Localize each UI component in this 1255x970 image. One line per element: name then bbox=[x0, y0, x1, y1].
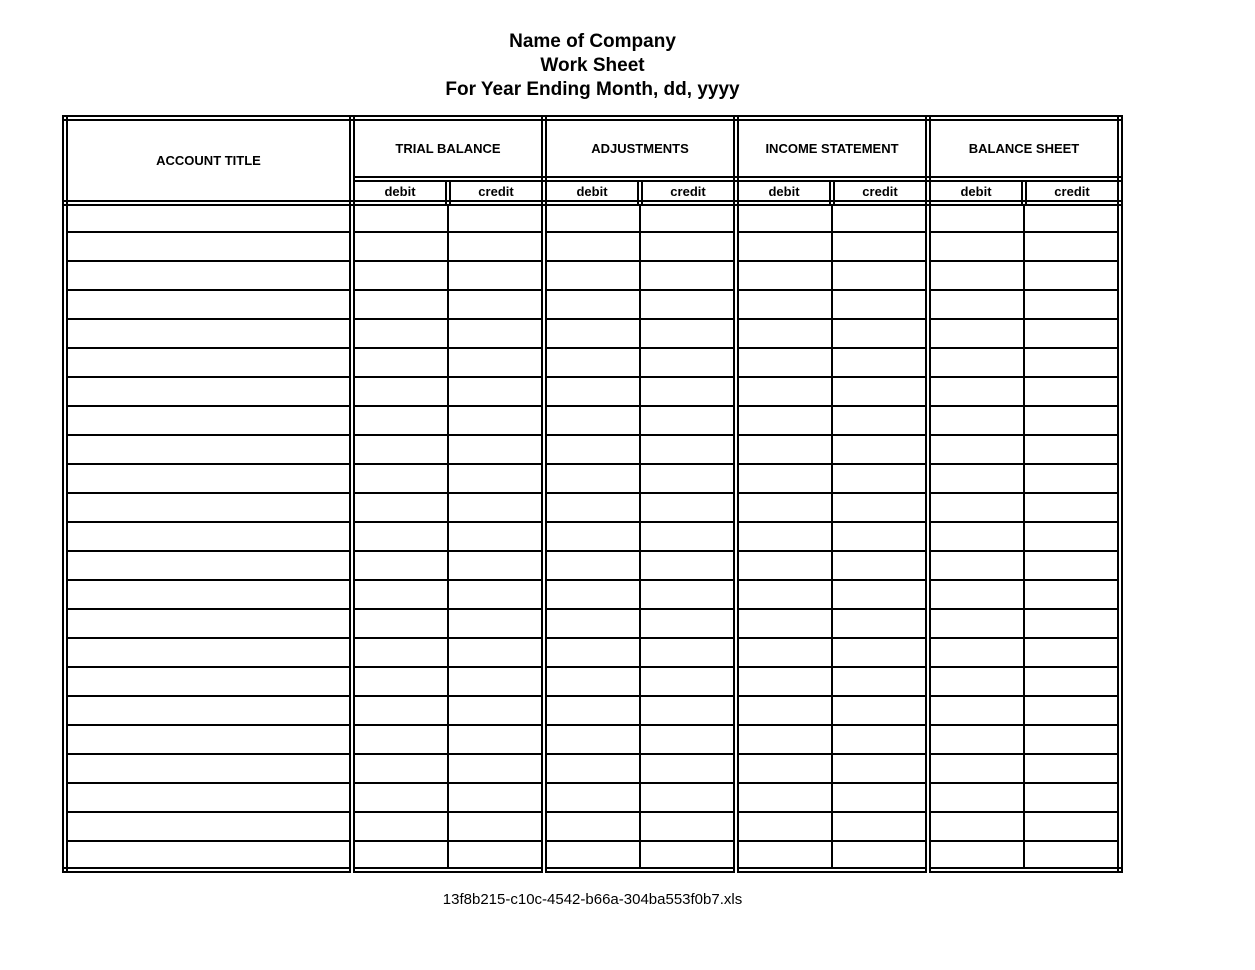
debit-cell bbox=[736, 493, 832, 522]
debit-cell bbox=[352, 319, 448, 348]
debit-cell bbox=[352, 435, 448, 464]
table-row bbox=[65, 377, 1120, 406]
table-row bbox=[65, 348, 1120, 377]
credit-cell bbox=[448, 319, 544, 348]
credit-cell bbox=[1024, 290, 1120, 319]
group-header-balance-sheet: BALANCE SHEET bbox=[928, 118, 1120, 179]
credit-cell bbox=[832, 377, 928, 406]
account-title-cell bbox=[65, 667, 352, 696]
account-title-cell bbox=[65, 812, 352, 841]
credit-cell bbox=[1024, 377, 1120, 406]
debit-cell bbox=[544, 232, 640, 261]
debit-cell bbox=[928, 232, 1024, 261]
debit-cell bbox=[736, 638, 832, 667]
credit-cell bbox=[1024, 522, 1120, 551]
subheader-trial-balance-debit: debit bbox=[352, 179, 448, 203]
debit-cell bbox=[928, 290, 1024, 319]
debit-cell bbox=[928, 609, 1024, 638]
credit-cell bbox=[448, 841, 544, 870]
credit-cell bbox=[640, 435, 736, 464]
credit-cell bbox=[832, 841, 928, 870]
credit-cell bbox=[640, 203, 736, 232]
credit-cell bbox=[640, 609, 736, 638]
debit-cell bbox=[736, 319, 832, 348]
debit-cell bbox=[544, 754, 640, 783]
credit-cell bbox=[640, 261, 736, 290]
debit-cell bbox=[736, 232, 832, 261]
credit-cell bbox=[640, 348, 736, 377]
credit-cell bbox=[832, 580, 928, 609]
debit-cell bbox=[928, 261, 1024, 290]
credit-cell bbox=[832, 522, 928, 551]
subheader-adjustments-debit: debit bbox=[544, 179, 640, 203]
debit-cell bbox=[736, 203, 832, 232]
credit-cell bbox=[1024, 551, 1120, 580]
debit-cell bbox=[736, 696, 832, 725]
credit-cell bbox=[832, 551, 928, 580]
group-header-row bbox=[65, 118, 1120, 179]
credit-cell bbox=[1024, 609, 1120, 638]
credit-cell bbox=[640, 551, 736, 580]
credit-cell bbox=[640, 406, 736, 435]
credit-cell bbox=[1024, 348, 1120, 377]
credit-cell bbox=[1024, 725, 1120, 754]
table-row bbox=[65, 754, 1120, 783]
credit-cell bbox=[640, 667, 736, 696]
debit-cell bbox=[352, 203, 448, 232]
account-title-cell bbox=[65, 348, 352, 377]
debit-cell bbox=[352, 406, 448, 435]
credit-cell bbox=[448, 783, 544, 812]
table-row bbox=[65, 261, 1120, 290]
account-title-cell bbox=[65, 406, 352, 435]
table-row bbox=[65, 232, 1120, 261]
credit-cell bbox=[832, 290, 928, 319]
file-name-caption: 13f8b215-c10c-4542-b66a-304ba553f0b7.xls bbox=[442, 891, 743, 908]
debit-cell bbox=[736, 841, 832, 870]
credit-cell bbox=[640, 290, 736, 319]
credit-cell bbox=[1024, 232, 1120, 261]
credit-cell bbox=[448, 232, 544, 261]
credit-cell bbox=[832, 348, 928, 377]
debit-cell bbox=[352, 377, 448, 406]
subheader-income-statement-credit: credit bbox=[832, 179, 928, 203]
credit-cell bbox=[1024, 435, 1120, 464]
credit-cell bbox=[832, 812, 928, 841]
account-title-cell bbox=[65, 580, 352, 609]
credit-cell bbox=[832, 203, 928, 232]
debit-cell bbox=[352, 754, 448, 783]
table-row bbox=[65, 435, 1120, 464]
credit-cell bbox=[832, 696, 928, 725]
worksheet-title: Work Sheet bbox=[540, 55, 645, 76]
debit-cell bbox=[352, 232, 448, 261]
debit-cell bbox=[352, 464, 448, 493]
credit-cell bbox=[640, 377, 736, 406]
account-title-cell bbox=[65, 290, 352, 319]
debit-cell bbox=[928, 377, 1024, 406]
debit-cell bbox=[736, 551, 832, 580]
account-title-cell bbox=[65, 435, 352, 464]
debit-cell bbox=[352, 783, 448, 812]
table-row bbox=[65, 464, 1120, 493]
group-header-adjustments: ADJUSTMENTS bbox=[544, 118, 736, 179]
debit-cell bbox=[544, 812, 640, 841]
credit-cell bbox=[640, 754, 736, 783]
debit-cell bbox=[928, 203, 1024, 232]
credit-cell bbox=[640, 493, 736, 522]
credit-cell bbox=[640, 232, 736, 261]
debit-cell bbox=[928, 638, 1024, 667]
account-title-cell bbox=[65, 609, 352, 638]
credit-cell bbox=[1024, 696, 1120, 725]
account-title-header: ACCOUNT TITLE bbox=[65, 118, 352, 203]
credit-cell bbox=[832, 261, 928, 290]
group-header-income-statement: INCOME STATEMENT bbox=[736, 118, 928, 179]
debit-cell bbox=[736, 406, 832, 435]
account-title-cell bbox=[65, 522, 352, 551]
account-title-cell bbox=[65, 638, 352, 667]
credit-cell bbox=[832, 754, 928, 783]
credit-cell bbox=[832, 783, 928, 812]
debit-cell bbox=[736, 377, 832, 406]
debit-cell bbox=[736, 783, 832, 812]
debit-cell bbox=[352, 696, 448, 725]
credit-cell bbox=[640, 841, 736, 870]
credit-cell bbox=[640, 783, 736, 812]
debit-cell bbox=[352, 348, 448, 377]
debit-cell bbox=[736, 348, 832, 377]
credit-cell bbox=[448, 348, 544, 377]
title-block bbox=[62, 30, 1123, 102]
debit-cell bbox=[544, 348, 640, 377]
credit-cell bbox=[448, 464, 544, 493]
debit-cell bbox=[544, 319, 640, 348]
account-title-cell bbox=[65, 261, 352, 290]
debit-cell bbox=[544, 261, 640, 290]
account-title-cell bbox=[65, 841, 352, 870]
debit-cell bbox=[928, 406, 1024, 435]
credit-cell bbox=[1024, 406, 1120, 435]
debit-cell bbox=[352, 667, 448, 696]
table-row bbox=[65, 696, 1120, 725]
debit-cell bbox=[736, 725, 832, 754]
debit-cell bbox=[544, 522, 640, 551]
credit-cell bbox=[640, 638, 736, 667]
credit-cell bbox=[640, 812, 736, 841]
worksheet-table bbox=[62, 115, 1123, 873]
credit-cell bbox=[1024, 638, 1120, 667]
credit-cell bbox=[448, 290, 544, 319]
table-row bbox=[65, 725, 1120, 754]
debit-cell bbox=[352, 812, 448, 841]
debit-cell bbox=[928, 551, 1024, 580]
credit-cell bbox=[832, 319, 928, 348]
debit-cell bbox=[544, 290, 640, 319]
credit-cell bbox=[448, 667, 544, 696]
credit-cell bbox=[1024, 783, 1120, 812]
credit-cell bbox=[832, 435, 928, 464]
credit-cell bbox=[832, 493, 928, 522]
debit-cell bbox=[928, 725, 1024, 754]
table-row bbox=[65, 290, 1120, 319]
credit-cell bbox=[640, 319, 736, 348]
table-row bbox=[65, 406, 1120, 435]
subheader-trial-balance-credit: credit bbox=[448, 179, 544, 203]
debit-cell bbox=[352, 290, 448, 319]
table-row bbox=[65, 812, 1120, 841]
account-title-cell bbox=[65, 783, 352, 812]
table-row bbox=[65, 609, 1120, 638]
credit-cell bbox=[832, 725, 928, 754]
credit-cell bbox=[448, 435, 544, 464]
debit-cell bbox=[544, 725, 640, 754]
debit-cell bbox=[928, 841, 1024, 870]
credit-cell bbox=[1024, 841, 1120, 870]
table-row bbox=[65, 319, 1120, 348]
credit-cell bbox=[448, 261, 544, 290]
account-title-cell bbox=[65, 725, 352, 754]
company-name-title: Name of Company bbox=[509, 31, 676, 52]
debit-cell bbox=[736, 290, 832, 319]
credit-cell bbox=[640, 696, 736, 725]
credit-cell bbox=[832, 667, 928, 696]
debit-cell bbox=[736, 435, 832, 464]
table-row bbox=[65, 551, 1120, 580]
account-title-cell bbox=[65, 203, 352, 232]
table-row bbox=[65, 580, 1120, 609]
debit-cell bbox=[544, 464, 640, 493]
subheader-balance-sheet-debit: debit bbox=[928, 179, 1024, 203]
credit-cell bbox=[448, 725, 544, 754]
debit-cell bbox=[928, 319, 1024, 348]
credit-cell bbox=[1024, 464, 1120, 493]
credit-cell bbox=[448, 551, 544, 580]
credit-cell bbox=[832, 232, 928, 261]
debit-cell bbox=[352, 609, 448, 638]
account-title-cell bbox=[65, 551, 352, 580]
debit-cell bbox=[736, 261, 832, 290]
credit-cell bbox=[640, 522, 736, 551]
debit-cell bbox=[736, 667, 832, 696]
credit-cell bbox=[448, 377, 544, 406]
credit-cell bbox=[1024, 754, 1120, 783]
credit-cell bbox=[448, 493, 544, 522]
credit-cell bbox=[448, 696, 544, 725]
credit-cell bbox=[832, 406, 928, 435]
debit-cell bbox=[928, 348, 1024, 377]
credit-cell bbox=[640, 725, 736, 754]
debit-cell bbox=[544, 493, 640, 522]
account-title-cell bbox=[65, 319, 352, 348]
credit-cell bbox=[832, 464, 928, 493]
account-title-cell bbox=[65, 377, 352, 406]
debit-cell bbox=[544, 841, 640, 870]
debit-cell bbox=[544, 638, 640, 667]
debit-cell bbox=[736, 754, 832, 783]
debit-cell bbox=[544, 377, 640, 406]
debit-cell bbox=[928, 696, 1024, 725]
debit-cell bbox=[352, 261, 448, 290]
table-row bbox=[65, 841, 1120, 870]
worksheet-table-header bbox=[65, 118, 1120, 203]
debit-cell bbox=[736, 609, 832, 638]
debit-cell bbox=[352, 580, 448, 609]
debit-cell bbox=[352, 841, 448, 870]
account-title-cell bbox=[65, 493, 352, 522]
table-row bbox=[65, 638, 1120, 667]
credit-cell bbox=[448, 609, 544, 638]
account-title-cell bbox=[65, 696, 352, 725]
credit-cell bbox=[1024, 812, 1120, 841]
debit-cell bbox=[544, 551, 640, 580]
credit-cell bbox=[448, 754, 544, 783]
debit-cell bbox=[928, 493, 1024, 522]
group-header-trial-balance: TRIAL BALANCE bbox=[352, 118, 544, 179]
debit-cell bbox=[544, 667, 640, 696]
table-row bbox=[65, 203, 1120, 232]
debit-cell bbox=[736, 580, 832, 609]
debit-cell bbox=[544, 696, 640, 725]
table-row bbox=[65, 522, 1120, 551]
worksheet-table-body bbox=[65, 203, 1120, 870]
debit-cell bbox=[352, 493, 448, 522]
account-title-cell bbox=[65, 464, 352, 493]
credit-cell bbox=[448, 406, 544, 435]
credit-cell bbox=[1024, 203, 1120, 232]
debit-cell bbox=[928, 522, 1024, 551]
debit-cell bbox=[928, 435, 1024, 464]
account-title-cell bbox=[65, 754, 352, 783]
credit-cell bbox=[1024, 319, 1120, 348]
table-row bbox=[65, 667, 1120, 696]
debit-cell bbox=[352, 522, 448, 551]
credit-cell bbox=[1024, 580, 1120, 609]
debit-cell bbox=[352, 725, 448, 754]
subheader-income-statement-debit: debit bbox=[736, 179, 832, 203]
debit-cell bbox=[928, 464, 1024, 493]
table-row bbox=[65, 493, 1120, 522]
debit-cell bbox=[928, 754, 1024, 783]
debit-cell bbox=[736, 812, 832, 841]
credit-cell bbox=[1024, 261, 1120, 290]
credit-cell bbox=[448, 522, 544, 551]
credit-cell bbox=[448, 203, 544, 232]
debit-cell bbox=[544, 580, 640, 609]
debit-cell bbox=[544, 203, 640, 232]
credit-cell bbox=[832, 609, 928, 638]
account-title-cell bbox=[65, 232, 352, 261]
credit-cell bbox=[832, 638, 928, 667]
credit-cell bbox=[1024, 493, 1120, 522]
credit-cell bbox=[448, 812, 544, 841]
debit-cell bbox=[352, 638, 448, 667]
debit-cell bbox=[736, 522, 832, 551]
subheader-adjustments-credit: credit bbox=[640, 179, 736, 203]
debit-cell bbox=[928, 667, 1024, 696]
debit-cell bbox=[352, 551, 448, 580]
debit-cell bbox=[928, 812, 1024, 841]
debit-cell bbox=[544, 609, 640, 638]
table-row bbox=[65, 783, 1120, 812]
credit-cell bbox=[640, 464, 736, 493]
credit-cell bbox=[640, 580, 736, 609]
credit-cell bbox=[448, 638, 544, 667]
debit-cell bbox=[544, 783, 640, 812]
debit-cell bbox=[736, 464, 832, 493]
debit-cell bbox=[544, 435, 640, 464]
period-title: For Year Ending Month, dd, yyyy bbox=[445, 79, 740, 100]
debit-cell bbox=[928, 580, 1024, 609]
credit-cell bbox=[1024, 667, 1120, 696]
credit-cell bbox=[448, 580, 544, 609]
debit-cell bbox=[928, 783, 1024, 812]
subheader-balance-sheet-credit: credit bbox=[1024, 179, 1120, 203]
debit-cell bbox=[544, 406, 640, 435]
